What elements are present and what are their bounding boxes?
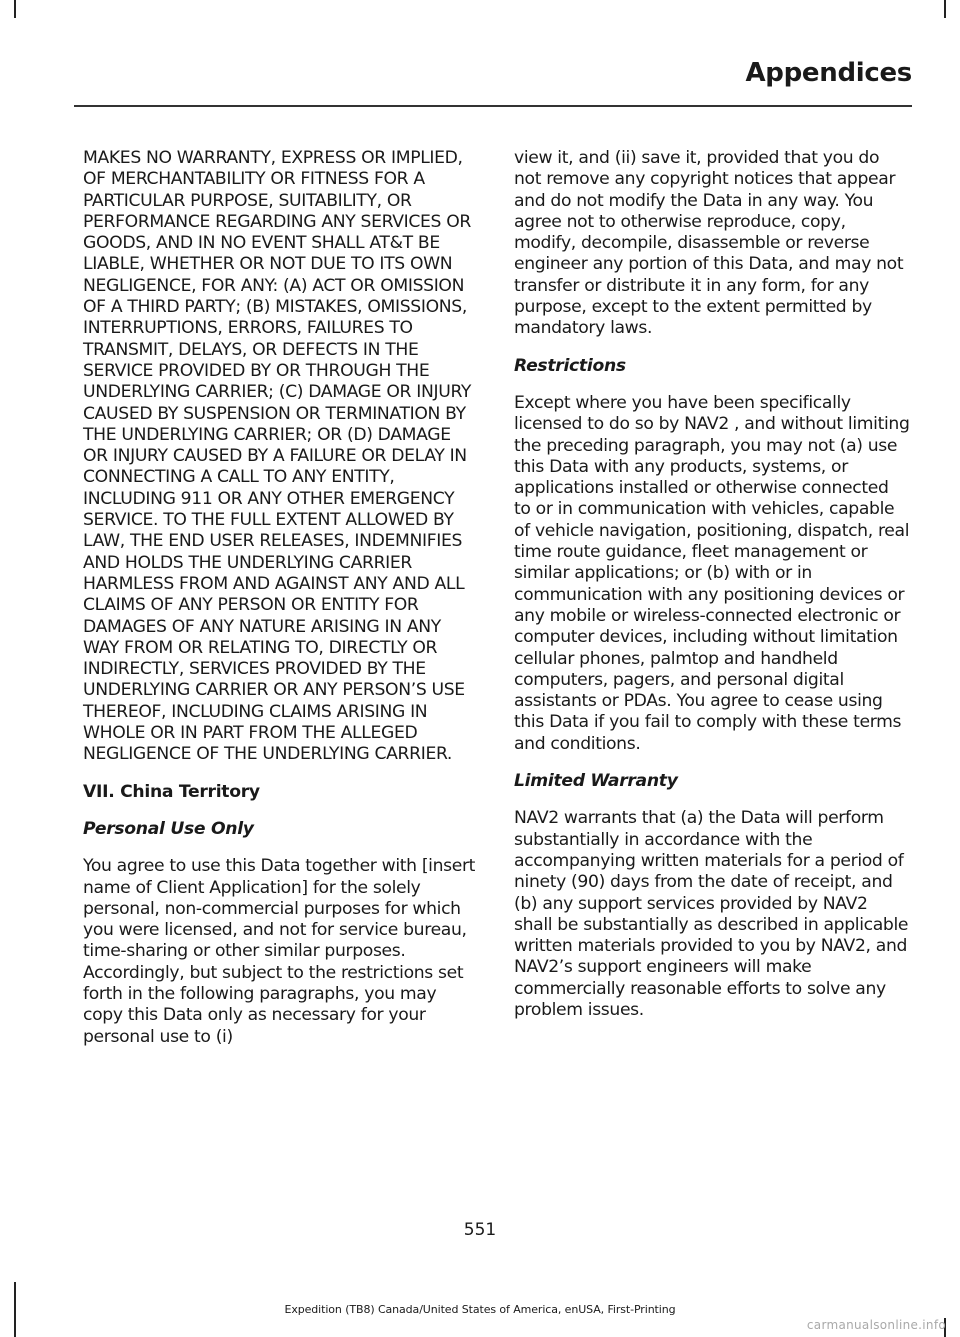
- left-paragraph-personal-use: You agree to use this Data together with [insert name of Client Application] for the solely personal, non-commercial purposes for which you were licensed, and not for service bureau, time-sharing or other similar purposes. Accordingly, but subject to the restrictions set forth in the following paragraphs, you may copy this Data only as necessary for your personal use to (i): [83, 856, 476, 1047]
- right-column: [514, 148, 910, 1037]
- left-paragraph-disclaimer: MAKES NO WARRANTY, EXPRESS OR IMPLIED, OF MERCHANTABILITY OR FITNESS FOR A PARTICULAR PURPOSE, SUITABILITY, OR PERFORMANCE REGARDING ANY SERVICES OR GOODS, AND IN NO EVENT SHALL AT&T BE LIABLE, WHETHER OR NOT DUE TO ITS OWN NEGLIGENCE, FOR ANY: (A) ACT OR OMISSION OF A THIRD PARTY; (B) MISTAKES, OMISSIONS, INTERRUPTIONS, ERRORS, FAILURES TO TRANSMIT, DELAYS, OR DEFECTS IN THE SERVICE PROVIDED BY OR THROUGH THE UNDERLYING CARRIER; (C) DAMAGE OR INJURY CAUSED BY SUSPENSION OR TERMINATION BY THE UNDERLYING CARRIER; OR (D) DAMAGE OR INJURY CAUSED BY A FAILURE OR DELAY IN CONNECTING A CALL TO ANY ENTITY, INCLUDING 911 OR ANY OTHER EMERGENCY SERVICE. TO THE FULL EXTENT ALLOWED BY LAW, THE END USER RELEASES, INDEMNIFIES AND HOLDS THE UNDERLYING CARRIER HARMLESS FROM AND AGAINST ANY AND ALL CLAIMS OF ANY PERSON OR ENTITY FOR DAMAGES OF ANY NATURE ARISING IN ANY WAY FROM OR RELATING TO, DIRECTLY OR INDIRECTLY, SERVICES PROVIDED BY THE UNDERLYING CARRIER OR ANY PERSON’S USE THEREOF, INCLUDING CLAIMS ARISING IN WHOLE OR IN PART FROM THE ALLEGED NEGLIGENCE OF THE UNDERLYING CARRIER.: [83, 148, 472, 765]
- publication-footer: Expedition (TB8) Canada/United States of America, enUSA, First-Printing: [284, 1303, 676, 1316]
- page-number: 551: [463, 1220, 497, 1240]
- right-paragraph-use-terms: view it, and (ii) save it, provided that you do not remove any copyright notices that appear and do not modify the Data in any way. You agree not to otherwise reproduce, copy, modify, decompile, disassemble or reverse engineer any portion of this Data, and may not transfer or distribute it in any form, for any purpose, except to the extent permitted by mandatory laws.: [514, 148, 904, 339]
- watermark: carmanualsonline.info: [806, 1318, 946, 1332]
- crop-mark-top-right-vertical: [944, 0, 946, 18]
- subheading-restrictions: Restrictions: [514, 355, 626, 376]
- crop-mark-bottom-left-corner-h: [14, 1282, 26, 1284]
- page-title: Appendices: [745, 58, 912, 88]
- crop-mark-top-left-vertical: [14, 0, 16, 18]
- left-column: [83, 148, 479, 1064]
- subheading-personal-use-only: Personal Use Only: [83, 818, 254, 839]
- right-paragraph-restrictions: Except where you have been specifically licensed to do so by NAV2 , and without limiting the preceding paragraph, you may not (a) use this Data with any products, systems, or applications installed or otherwise connected to or in communication with vehicles, capable of vehicle navigation, positioning, dispatch, real time route guidance, fleet management or similar applications; or (b) with or in communication with any positioning devices or any mobile or wireless-connected electronic or computer devices, including without limitation cellular phones, palmtop and handheld computers, pagers, and personal digital assistants or PDAs. You agree to cease using this Data if you fail to comply with these terms and conditions.: [514, 392, 910, 754]
- header-divider: [74, 105, 912, 107]
- subheading-limited-warranty: Limited Warranty: [514, 771, 678, 792]
- right-paragraph-warranty: NAV2 warrants that (a) the Data will perform substantially in accordance with the accompanying written materials for a period of ninety (90) days from the date of receipt, and (b) any support services provided by NAV2 shall be substantially as described in applicable written materials provided to you by NAV2, and NAV2’s support engineers will make commercially reasonable efforts to solve any problem issues.: [514, 808, 909, 1020]
- section-heading-china-territory: VII. China Territory: [83, 781, 260, 802]
